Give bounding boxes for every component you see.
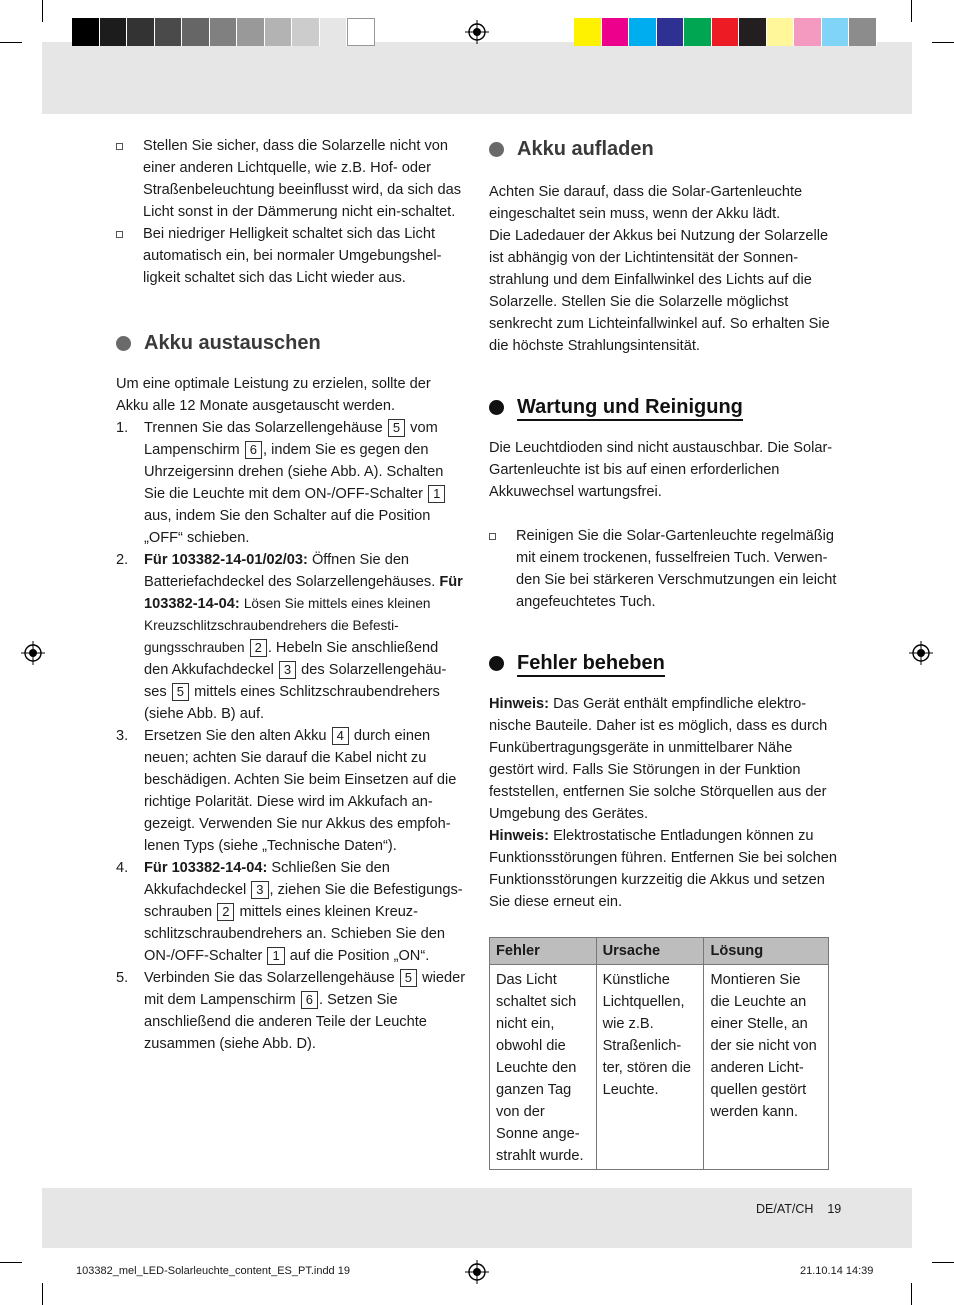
part-reference: 3 [279, 661, 296, 679]
bullet-dot-icon [116, 336, 131, 351]
gray-swatch [72, 18, 100, 46]
header-band [42, 42, 912, 114]
bullet-dot-icon [489, 656, 504, 671]
gray-swatch [182, 18, 210, 46]
page-number: 19 [827, 1202, 842, 1216]
crop-mark [932, 1262, 954, 1263]
gray-swatch [127, 18, 155, 46]
part-reference: 5 [388, 419, 405, 437]
color-swatch [684, 18, 712, 46]
list-item: Bei niedriger Helligkeit schaltet sich das Licht automatisch ein, bei normaler Umgebungshel-ligkeit schaltet sich das Licht wieder aus. [116, 223, 466, 289]
crop-mark [932, 42, 954, 43]
gray-swatch [100, 18, 128, 46]
section-heading-akku-austauschen: Akku austauschen [116, 329, 466, 357]
checkbox-bullet-icon [116, 143, 123, 150]
crop-mark [42, 1283, 43, 1305]
table-cell: Das Licht schaltet sich nicht ein, obwohl die Leuchte den ganzen Tag von der Sonne ange-strahlt wurde. [490, 965, 597, 1170]
charge-paragraph: Achten Sie darauf, dass die Solar-Gartenleuchte eingeschaltet sein muss, wenn der Akku lädt. [489, 184, 803, 222]
step-5: 5. Verbinden Sie das Solarzellengehäuse 5 wieder mit dem Lampenschirm 6 . Setzen Sie anschließend die anderen Teile der Leuchte zusammen (siehe Abb. D). [116, 970, 466, 1052]
gray-swatch [320, 18, 348, 46]
gray-swatch [210, 18, 238, 46]
table-cell: Montieren Sie die Leuchte an einer Stelle, an der sie nicht von anderen Licht-quellen gestört werden kann. [704, 965, 829, 1170]
crop-mark [42, 0, 43, 22]
registration-mark-icon [909, 641, 933, 665]
color-swatch [794, 18, 822, 46]
registration-mark-icon [465, 1260, 489, 1284]
maintenance-paragraph: Die Leuchtdioden sind nicht austauschbar. Die Solar-Gartenleuchte ist bis auf einen erforderlichen Akkuwechsel wartungsfrei. [489, 440, 833, 500]
checkbox-bullet-icon [489, 533, 496, 540]
part-reference: 1 [267, 947, 284, 965]
table-row [490, 965, 829, 1170]
step-1: 1. Trennen Sie das Solarzellengehäuse 5 vom Lampenschirm 6 , indem Sie es gegen den Uhrzeigersinn drehen (siehe Abb. A). Schalten Sie die Leuchte mit dem ON-/OFF-Schalter 1 aus, indem Sie den Schalter auf die Position „OFF“ schieben. [116, 420, 444, 546]
table-header-row [490, 938, 829, 965]
color-swatch [767, 18, 795, 46]
gray-swatch [237, 18, 265, 46]
note-paragraph: Hinweis: Das Gerät enthält empfindliche elektro-nische Bauteile. Daher ist es möglich, dass es durch Funkübertragungsgeräte in unmittelbarer Nähe gestört wird. Falls Sie Störungen in der Funktion feststellen, entfernen Sie solche Störquellen aus der Umgebung des Gerätes. [489, 696, 828, 822]
slug-filename: 103382_mel_LED-Solarleuchte_content_ES_PT.indd 19 [76, 1265, 350, 1277]
footer-band [42, 1188, 912, 1248]
charge-paragraph: Die Ladedauer der Akkus bei Nutzung der Solarzelle ist abhängig von der Lichtintensität der Sonnen-strahlung und dem Einfallwinkel des Lichts auf die Solarzelle. Stellen Sie die Solarzelle möglichst senkrecht zum Lichteinfallwinkel auf. So erhalten Sie die höchste Strahlungsintensität. [489, 228, 830, 354]
step-4: 4. Für 103382-14-04: Schließen Sie den Akkufachdeckel 3 , ziehen Sie die Befestigungs-schrauben 2 mittels eines kleinen Kreuz-schlitzschraubendrehers an. Schieben Sie den ON-/OFF-Schalter 1 auf die Position „ON“. [116, 860, 463, 964]
intro-paragraph: Um eine optimale Leistung zu erzielen, sollte der Akku alle 12 Monate ausgetauscht werden. [116, 376, 431, 414]
crop-mark [911, 0, 912, 22]
color-swatch [822, 18, 850, 46]
checkbox-bullet-icon [116, 231, 123, 238]
part-reference: 2 [250, 639, 267, 657]
gray-swatch [347, 18, 375, 46]
gray-swatch [155, 18, 183, 46]
process-color-bar [574, 18, 877, 46]
crop-mark [0, 1262, 22, 1263]
part-reference: 3 [251, 881, 268, 899]
part-reference: 6 [301, 991, 318, 1009]
color-swatch [739, 18, 767, 46]
bullet-dot-icon [489, 142, 504, 157]
step-3: 3. Ersetzen Sie den alten Akku 4 durch einen neuen; achten Sie darauf die Kabel nicht zu beschädigen. Achten Sie beim Einsetzen auf die richtige Polarität. Diese wird im Akkufach an-gezeigt. Verwenden Sie nur Akkus des empfoh-lenen Typs (siehe „Technische Daten“). [116, 728, 457, 854]
page-footer: DE/AT/CH 19 [756, 1202, 842, 1216]
section-heading-akku-aufladen: Akku aufladen [489, 135, 839, 163]
left-column [116, 135, 466, 1055]
part-reference: 2 [217, 903, 234, 921]
section-heading-fehler: Fehler beheben [489, 649, 839, 677]
list-item: Stellen Sie sicher, dass die Solarzelle nicht von einer anderen Lichtquelle, wie z.B. Hof- oder Straßenbeleuchtung beeinflusst wird, da sich das Licht sonst in der Dämmerung nicht ein-schaltet. [116, 135, 466, 223]
crop-mark [0, 42, 22, 43]
part-reference: 5 [400, 969, 417, 987]
right-column [489, 135, 839, 1170]
crop-mark [911, 1283, 912, 1305]
section-heading-wartung: Wartung und Reinigung [489, 393, 839, 421]
color-swatch [574, 18, 602, 46]
gray-swatch [292, 18, 320, 46]
color-swatch [602, 18, 630, 46]
registration-mark-icon [21, 641, 45, 665]
gray-swatch [265, 18, 293, 46]
registration-mark-icon [465, 20, 489, 44]
bullet-dot-icon [489, 400, 504, 415]
part-reference: 4 [332, 727, 349, 745]
note-paragraph: Hinweis: Elektrostatische Entladungen können zu Funktionsstörungen führen. Entfernen Sie bei solchen Funktionsstörungen kurzzeitig die Akkus und setzen Sie diese erneut ein. [489, 828, 838, 910]
column-header: Fehler [490, 938, 597, 965]
step-2: 2. Für 103382-14-01/02/03: Öffnen Sie den Batteriefachdeckel des Solarzellengehäuses. Für 103382-14-04: Lösen Sie mittels eines kleinen Kreuzschlitzschraubendrehers die Befesti-gungsschrauben 2 . Hebeln Sie anschließend den Akkufachdeckel 3 des Solarzellengehäu-ses 5 mittels eines Schlitzschraubendrehers (siehe Abb. B) auf. [116, 552, 463, 722]
color-swatch [629, 18, 657, 46]
troubleshooting-table [489, 937, 829, 1170]
list-item: Reinigen Sie die Solar-Gartenleuchte regelmäßig mit einem trockenen, fusselfreien Tuch. Verwen-den Sie bei stärkeren Verschmutzungen ein leicht angefeuchtetes Tuch. [489, 525, 839, 613]
table-cell: Künstliche Lichtquellen, wie z.B. Straßenlich-ter, stören die Leuchte. [596, 965, 704, 1170]
part-reference: 6 [245, 441, 262, 459]
part-reference: 1 [428, 485, 445, 503]
grayscale-color-bar [72, 18, 375, 46]
column-header: Ursache [596, 938, 704, 965]
color-swatch [849, 18, 877, 46]
column-header: Lösung [704, 938, 829, 965]
color-swatch [657, 18, 685, 46]
slug-timestamp: 21.10.14 14:39 [800, 1265, 874, 1277]
color-swatch [712, 18, 740, 46]
part-reference: 5 [172, 683, 189, 701]
